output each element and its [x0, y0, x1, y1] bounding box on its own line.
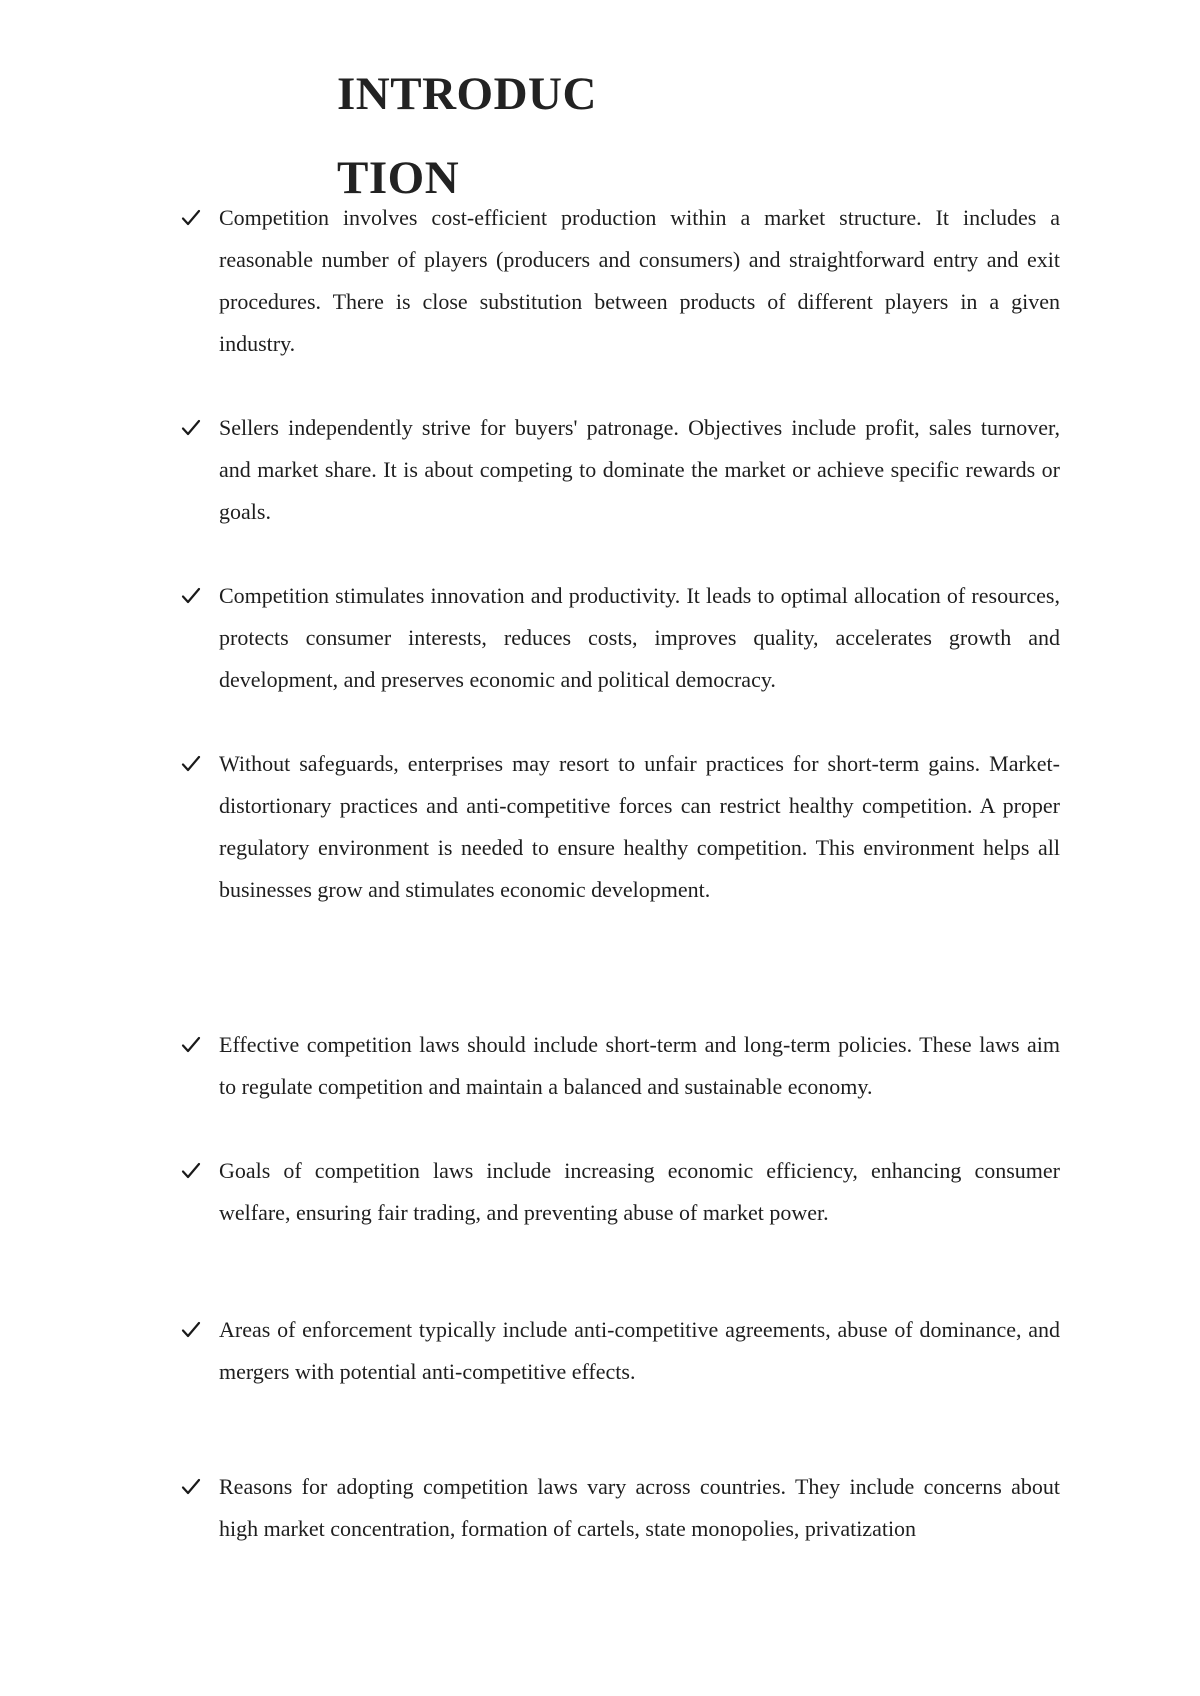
- checkmark-icon: [180, 417, 202, 441]
- page-title: INTRODUCTION: [337, 68, 597, 204]
- bullet-text: Effective competition laws should include short-term and long-term policies. These laws aim to regulate competition and maintain a balanced and sustainable economy.: [219, 1032, 1060, 1099]
- checkmark-icon: [180, 753, 202, 777]
- checkmark-icon: [180, 585, 202, 609]
- bullet-text: Reasons for adopting competition laws vary across countries. They include concerns about high market concentration, formation of cartels, state monopolies, privatization: [219, 1474, 1060, 1541]
- checkmark-icon: [180, 1160, 202, 1184]
- checkmark-icon: [180, 1319, 202, 1343]
- bullet-text: Goals of competition laws include increasing economic efficiency, enhancing consumer welfare, ensuring fair trading, and preventing abuse of market power.: [219, 1158, 1060, 1225]
- checkmark-icon: [180, 1476, 202, 1500]
- bullet-text: Competition involves cost-efficient production within a market structure. It includes a reasonable number of players (producers and consumers) and straightforward entry and exit procedures. There is close substitution between products of different players in a given industry.: [219, 205, 1060, 356]
- checkmark-icon: [180, 207, 202, 231]
- bullet-text: Without safeguards, enterprises may resort to unfair practices for short-term gains. Market-distortionary practices and anti-competitive forces can restrict healthy competition. A proper regulatory environment is needed to ensure healthy competition. This environment helps all businesses grow and stimulates economic development.: [219, 751, 1060, 902]
- bullet-text: Areas of enforcement typically include anti-competitive agreements, abuse of dominance, and mergers with potential anti-competitive effects.: [219, 1317, 1060, 1384]
- checkmark-icon: [180, 1034, 202, 1058]
- bullet-text: Competition stimulates innovation and productivity. It leads to optimal allocation of resources, protects consumer interests, reduces costs, improves quality, accelerates growth and development, and preserves economic and political democracy.: [219, 583, 1060, 692]
- bullet-text: Sellers independently strive for buyers' patronage. Objectives include profit, sales turnover, and market share. It is about competing to dominate the market or achieve specific rewards or goals.: [219, 415, 1060, 524]
